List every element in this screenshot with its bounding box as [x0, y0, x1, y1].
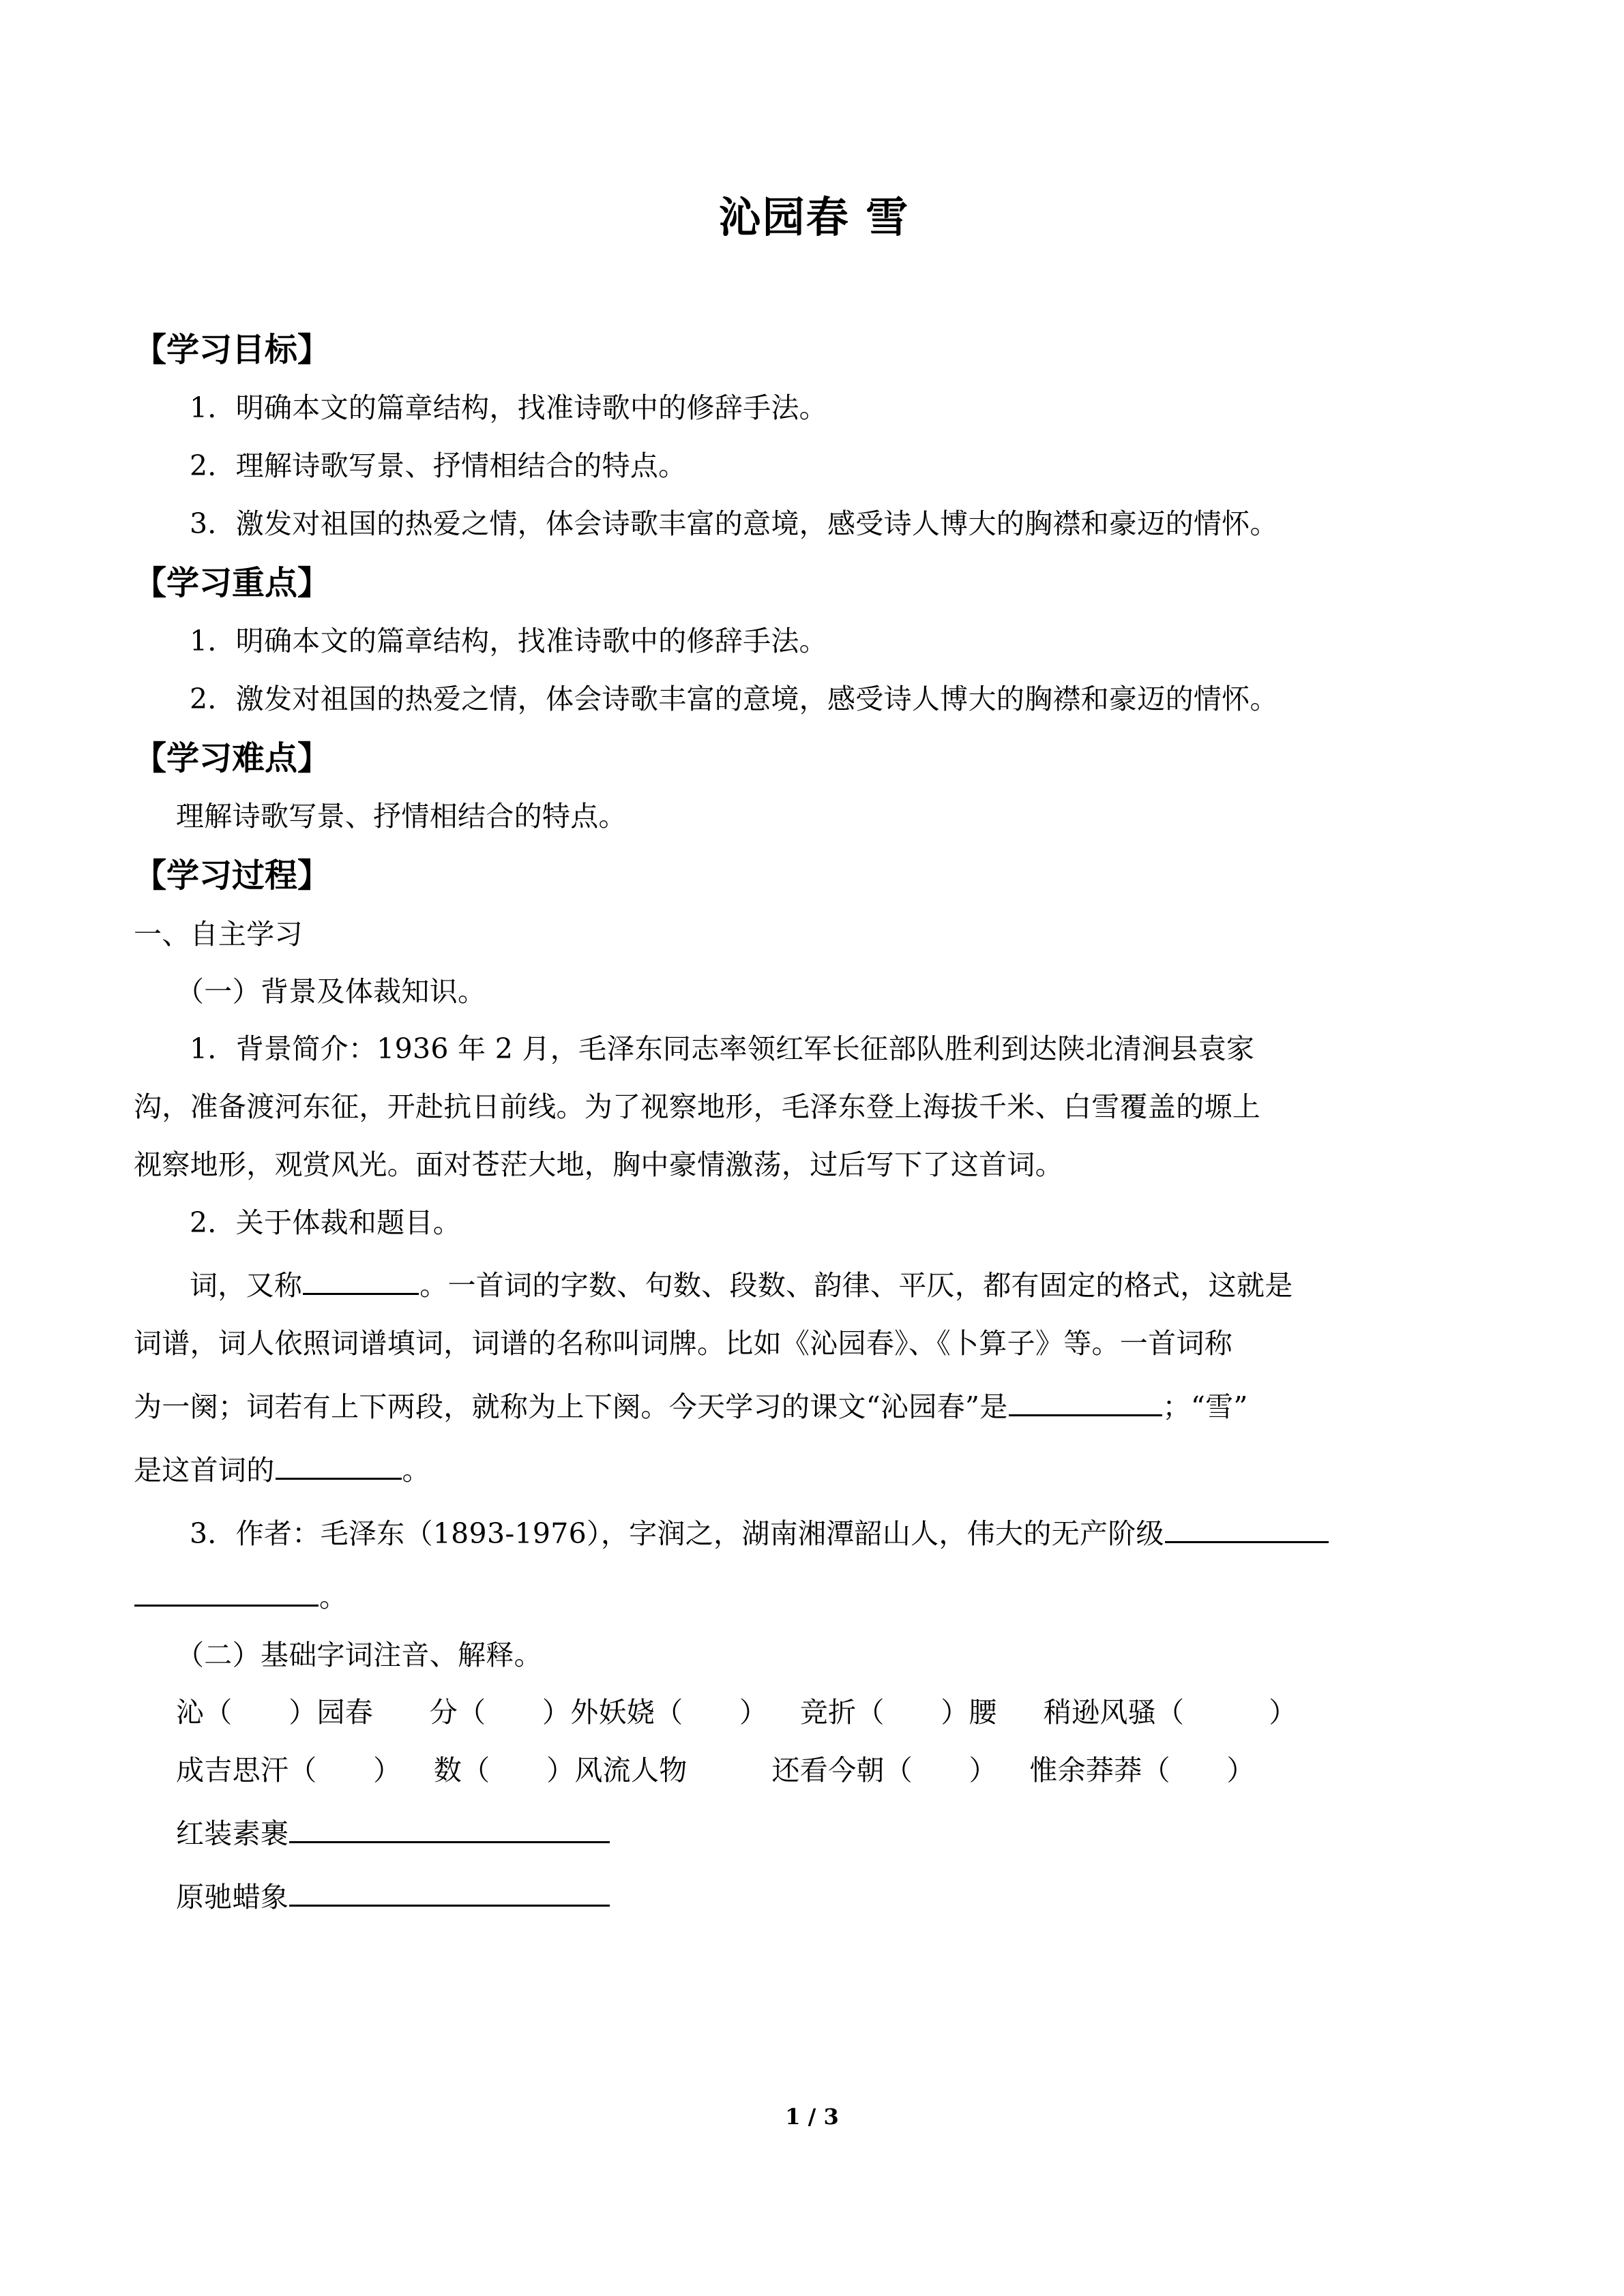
blank-yuanchilaxiang[interactable] — [289, 1878, 610, 1907]
blank-xue-is[interactable] — [276, 1451, 402, 1480]
genre-line-4 — [134, 1451, 1494, 1485]
page-number: 1 / 3 — [785, 2104, 839, 2130]
vocab-row-2: 成吉思汗（ ） 数（ ）风流人物 还看今朝（ ） 惟余莽莽（ ） — [176, 1753, 1255, 1787]
keypoint-item-1: 1．明确本文的篇章结构，找准诗歌中的修辞手法。 — [190, 625, 827, 657]
vocab-row-1: 沁（ ）园春 分（ ）外妖娆（ ） 竞折（ ）腰 稍逊风骚（ ） — [176, 1695, 1297, 1729]
process-subsection-two: （二）基础字词注音、解释。 — [176, 1638, 542, 1671]
background-line-2: 沟，准备渡河东征，开赴抗日前线。为了视察地形，毛泽东登上海拔千米、白雪覆盖的塬上 — [134, 1090, 1260, 1123]
author-line-2 — [134, 1578, 1494, 1611]
blank-hongzhuangsuguo[interactable] — [289, 1815, 610, 1843]
genre-line-3-text-b: ；“雪” — [1162, 1390, 1248, 1423]
process-subsection-one: （一）背景及体裁知识。 — [176, 975, 486, 1008]
objective-item-3: 3．激发对祖国的热爱之情，体会诗歌丰富的意境，感受诗人博大的胸襟和豪迈的情怀。 — [190, 507, 1278, 540]
background-line-1: 1．背景简介：1936 年 2 月，毛泽东同志率领红军长征部队胜利到达陕北清涧县袁家 — [190, 1032, 1255, 1065]
genre-line-4-text-a: 是这首词的 — [134, 1453, 275, 1487]
genre-line-3 — [134, 1388, 1494, 1421]
genre-line-4-text-b: 。 — [402, 1453, 430, 1487]
genre-line-3-text-a: 为一阕；词若有上下两段，就称为上下阕。今天学习的课文“沁园春”是 — [134, 1390, 1008, 1423]
keypoint-item-2: 2．激发对祖国的热爱之情，体会诗歌丰富的意境，感受诗人博大的胸襟和豪迈的情怀。 — [190, 683, 1278, 715]
blank-qinyuanchun-is[interactable] — [1009, 1388, 1162, 1416]
objective-item-2: 2．理解诗歌写景、抒情相结合的特点。 — [190, 449, 687, 482]
heading-learning-keypoints: 【学习重点】 — [134, 564, 331, 602]
genre-line-1-text-b: 。一首词的字数、句数、段数、韵律、平仄，都有固定的格式，这就是 — [419, 1268, 1293, 1302]
genre-line-1-text-a: 词，又称 — [190, 1268, 303, 1302]
vocab-row-3 — [134, 1815, 1494, 1848]
page-title: 沁园春 雪 — [718, 192, 910, 242]
process-part-one: 一、自主学习 — [134, 918, 303, 951]
vocab-row-3-label: 红装素裹 — [176, 1817, 289, 1850]
document-content — [134, 0, 1494, 1911]
difficulty-item-1: 理解诗歌写景、抒情相结合的特点。 — [176, 800, 627, 833]
genre-line-1 — [134, 1266, 1494, 1300]
blank-author-title-1[interactable] — [1165, 1515, 1329, 1543]
heading-learning-difficulties: 【学习难点】 — [134, 739, 331, 777]
author-line-1-text: 3．作者：毛泽东（1893-1976），字润之，湖南湘潭韶山人，伟大的无产阶级 — [190, 1517, 1164, 1550]
vocab-row-4-label: 原驰蜡象 — [176, 1880, 289, 1913]
heading-learning-process: 【学习过程】 — [134, 856, 331, 895]
vocab-row-4 — [134, 1878, 1494, 1911]
author-line-2-text: 。 — [319, 1580, 348, 1613]
objective-item-1: 1．明确本文的篇章结构，找准诗歌中的修辞手法。 — [190, 391, 827, 424]
blank-ci-alias[interactable] — [303, 1266, 419, 1295]
background-line-3: 视察地形，观赏风光。面对苍茫大地，胸中豪情激荡，过后写下了这首词。 — [134, 1148, 1063, 1181]
heading-learning-objectives: 【学习目标】 — [134, 331, 331, 369]
genre-line-2: 词谱，词人依照词谱填词，词谱的名称叫词牌。比如《沁园春》、《卜算子》等。一首词称 — [134, 1326, 1232, 1360]
blank-author-title-2[interactable] — [134, 1578, 319, 1607]
genre-label: 2．关于体裁和题目。 — [190, 1206, 462, 1239]
author-line-1 — [134, 1515, 1494, 1548]
